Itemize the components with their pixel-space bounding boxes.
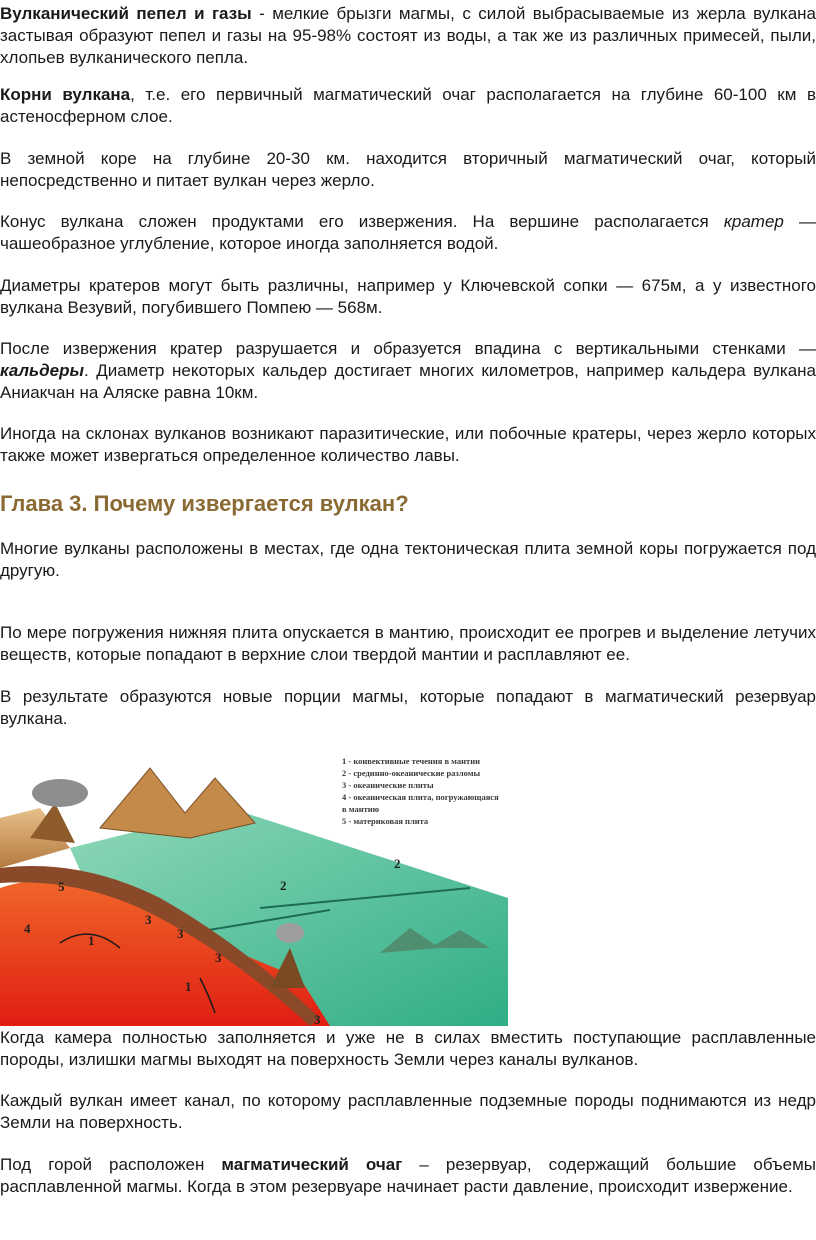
ash-cloud-small [276,923,304,943]
legend-item-2: 2 - срединно-океанические разломы [342,768,481,778]
label-3d: 3 [314,1012,321,1026]
subduction-diagram-svg [0,748,508,1026]
paragraph-caldera: После извержения кратер разрушается и образуется впадина с вертикальными стенками — кальдеры. Диаметр некоторых кальдер достигает многих километров, например кальдера вулкана Аниакчан на Аляске равна 10км. [0,339,816,402]
label-2b: 2 [394,856,401,871]
subduction-diagram [0,748,508,1026]
legend-item-3: 3 - океанические плиты [342,780,434,790]
term-magma-chamber: магматический очаг [221,1155,403,1174]
label-3c: 3 [215,950,222,965]
term-caldera: кальдеры [0,361,85,380]
label-2a: 2 [280,878,287,893]
term-volcanic-ash: Вулканический пепел и газы [0,4,252,23]
paragraph-magma-chamber: Под горой расположен магматический очаг – резервуар, содержащий большие объемы расплавленной магмы. Когда в этом резервуаре начинает расти давление, происходит извержение. [0,1155,816,1196]
paragraph-volcano-roots: Корни вулкана, т.е. его первичный магматический очаг располагается на глубине 60-100 км в астеносферном слое. [0,85,816,126]
paragraph-secondary-chamber: В земной коре на глубине 20-30 км. находится вторичный магматический очаг, который непосредственно и питает вулкан через жерло. [0,149,816,190]
legend-item-1: 1 - конвективные течения в мантии [342,756,481,766]
paragraph-new-magma: В результате образуются новые порции магмы, которые попадают в магматический резервуар вулкана. [0,687,816,728]
paragraph-volcano-cone: Конус вулкана сложен продуктами его извержения. На вершине располагается кратер — чашеобразное углубление, которое иногда заполняется водой. [0,212,816,253]
term-volcano-roots: Корни вулкана [0,85,131,104]
legend-item-4: 4 - океаническая плита, погружающаяся [342,792,499,802]
paragraph-chamber-full: Когда камера полностью заполняется и уже не в силах вместить поступающие расплавленные породы, излишки магмы выходят на поверхность Земли через каналы вулканов. [0,1028,816,1069]
label-4: 4 [24,921,31,936]
chapter-heading: Глава 3. Почему извергается вулкан? [0,491,409,516]
term-crater: кратер [723,212,784,231]
paragraph-parasitic-craters: Иногда на склонах вулканов возникают паразитические, или побочные кратеры, через жерло которых также может извергаться определенное количество лавы. [0,424,816,465]
paragraph-volcano-channel: Каждый вулкан имеет канал, по которому расплавленные подземные породы поднимаются из недр Земли на поверхность. [0,1091,816,1132]
label-3a: 3 [145,912,152,927]
paragraph-tectonic-plates: Многие вулканы расположены в местах, где одна тектоническая плита земной коры погружается под другую. [0,539,816,580]
paragraph-crater-diameters: Диаметры кратеров могут быть различны, например у Ключевской сопки — 675м, а у известного вулкана Везувий, погубившего Помпею — 568м. [0,276,816,317]
paragraph-volcanic-ash: Вулканический пепел и газы - мелкие брызги магмы, с силой выбрасываемые из жерла вулкана застывая образуют пепел и газы на 95-98% состоят из воды, а так же из различных примесей, пыли, хлопьев вулканического пепла. [0,4,816,67]
label-1b: 1 [185,979,192,994]
label-1a: 1 [88,933,95,948]
label-3b: 3 [177,926,184,941]
ash-cloud [32,779,88,807]
paragraph-plate-subduction: По мере погружения нижняя плита опускается в мантию, происходит ее прогрев и выделение летучих веществ, которые попадают в верхние слои твердой мантии и расплавляют ее. [0,623,816,664]
label-5: 5 [58,879,65,894]
legend-item-5: 5 - материковая плита [342,816,429,826]
legend-item-4b: в мантию [342,804,380,814]
